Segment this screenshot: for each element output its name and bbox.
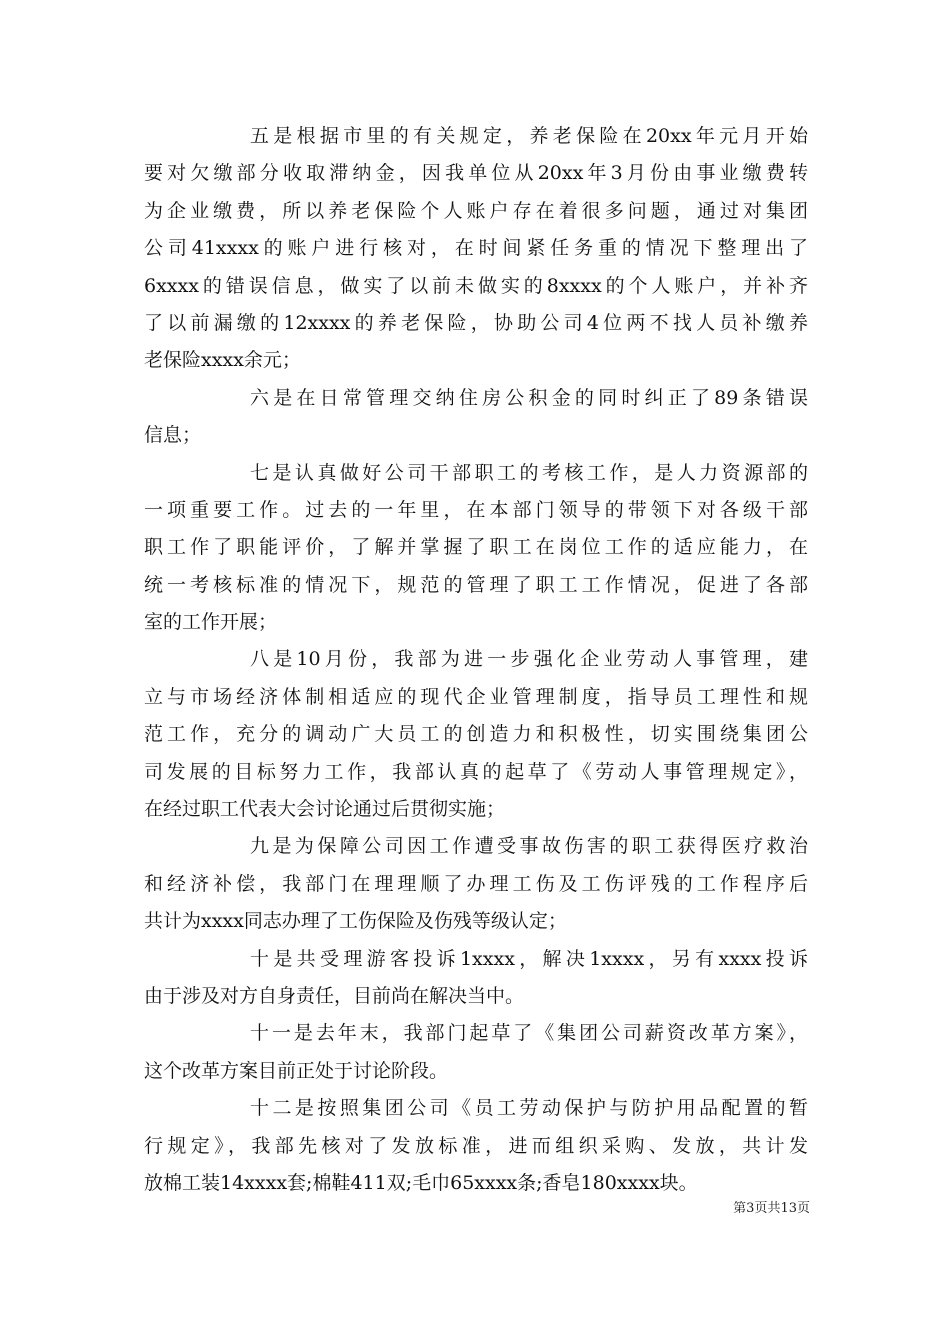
text-line: 十二是按照集团公司《员工劳动保护与防护用品配置的暂 [250, 1097, 808, 1120]
text-line: 了以前漏缴的12xxxx的养老保险，协助公司4位两不找人员补缴养 [144, 311, 808, 334]
text-line: 九是为保障公司因工作遭受事故伤害的职工获得医疗救治 [250, 835, 808, 858]
text-line: 公司41xxxx的账户进行核对，在时间紧任务重的情况下整理出了 [144, 237, 808, 260]
text-line: 七是认真做好公司干部职工的考核工作，是人力资源部的 [250, 461, 808, 484]
paragraph-5-pension [144, 118, 808, 380]
text-line: 八是10月份，我部为进一步强化企业劳动人事管理，建 [250, 648, 808, 671]
text-line: 这个改革方案目前正处于讨论阶段。 [144, 1059, 449, 1082]
paragraph-9-work-injury [144, 828, 808, 940]
text-line: 和经济补偿，我部门在理理顺了办理工伤及工伤评残的工作程序后 [144, 872, 808, 895]
text-line: 信息； [144, 424, 202, 447]
paragraph-12-protective-supplies [144, 1090, 808, 1202]
text-line: 统一考核标准的情况下，规范的管理了职工工作情况，促进了各部 [144, 573, 808, 596]
paragraph-7-assessment [144, 455, 808, 642]
text-line: 6xxxx的错误信息，做实了以前未做实的8xxxx的个人账户，并补齐 [144, 274, 808, 297]
text-line: 要对欠缴部分收取滞纳金，因我单位从20xx年3月份由事业缴费转 [144, 162, 808, 185]
text-line: 由于涉及对方自身责任，目前尚在解决当中。 [144, 984, 525, 1007]
paragraph-8-regulations [144, 641, 808, 828]
text-line: 行规定》，我部先核对了发放标准，进而组织采购、发放，共计发 [144, 1134, 808, 1157]
text-line: 为企业缴费，所以养老保险个人账户存在着很多问题，通过对集团 [144, 199, 808, 222]
text-line: 职工作了职能评价，了解并掌握了职工在岗位工作的适应能力，在 [144, 536, 808, 559]
text-line: 在经过职工代表大会讨论通过后贯彻实施； [144, 798, 506, 821]
paragraph-11-salary-reform [144, 1015, 808, 1090]
text-line: 六是在日常管理交纳住房公积金的同时纠正了89条错误 [250, 386, 808, 409]
text-line: 十是共受理游客投诉1xxxx，解决1xxxx，另有xxxx投诉 [250, 947, 808, 970]
paragraph-6-housing-fund [144, 380, 808, 455]
paragraph-10-complaints [144, 941, 808, 1016]
text-line: 一项重要工作。过去的一年里，在本部门领导的带领下对各级干部 [144, 498, 808, 521]
text-line: 放棉工装14xxxx套;棉鞋411双;毛巾65xxxx条;香皂180xxxx块。 [144, 1171, 698, 1194]
text-line: 五是根据市里的有关规定，养老保险在20xx年元月开始 [250, 125, 808, 147]
text-line: 范工作，充分的调动广大员工的创造力和积极性，切实围绕集团公 [144, 723, 808, 746]
text-line: 老保险xxxx余元； [144, 349, 301, 372]
text-line: 室的工作开展； [144, 611, 278, 634]
page-number-footer: 第3页共13页 [733, 1201, 810, 1216]
text-line: 司发展的目标努力工作，我部认真的起草了《劳动人事管理规定》， [144, 760, 808, 783]
text-line: 十一是去年末，我部门起草了《集团公司薪资改革方案》， [250, 1022, 808, 1045]
document-body [144, 118, 808, 1202]
text-line: 立与市场经济体制相适应的现代企业管理制度，指导员工理性和规 [144, 685, 808, 708]
text-line: 共计为xxxx同志办理了工伤保险及伤残等级认定； [144, 910, 567, 933]
